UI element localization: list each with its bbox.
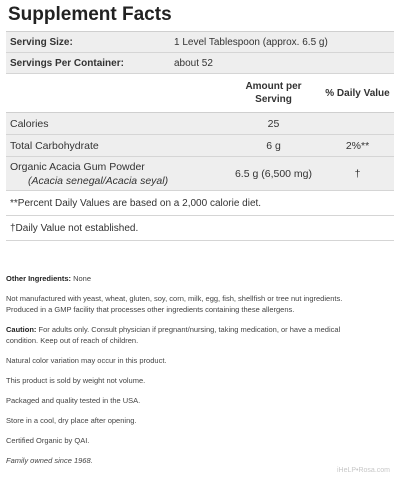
column-header-row [6, 74, 394, 113]
nutrient-dv: 2%** [345, 139, 370, 152]
ingredient-name: Organic Acacia Gum Powder [10, 160, 145, 173]
nutrient-row-calories [6, 113, 394, 135]
servings-per-container-value: about 52 [174, 57, 213, 69]
serving-size-row [6, 32, 394, 53]
nutrient-name: Total Carbohydrate [10, 139, 99, 152]
other-ingredients: Other Ingredients: None [6, 274, 92, 283]
servings-per-container-row [6, 53, 394, 74]
servings-per-container-label: Servings Per Container: [10, 57, 124, 69]
nutrient-amount: 6 g [266, 139, 281, 152]
statement-color-variation: Natural color variation may occur in this product. [6, 356, 167, 365]
page-title: Supplement Facts [8, 4, 172, 25]
ingredient-amount: 6.5 g (6,500 mg) [234, 167, 313, 180]
nutrient-name: Calories [10, 117, 49, 130]
caution-statement: Caution: For adults only. Consult physician if pregnant/nursing, taking medication, or have a medical condition. Keep out of reach of children. [6, 325, 341, 345]
nutrient-row-carbohydrate [6, 135, 394, 157]
supplement-facts-table [6, 31, 394, 241]
nutrient-amount: 25 [267, 117, 280, 130]
statement-certified: Certified Organic by QAI. [6, 436, 90, 445]
statement-storage: Store in a cool, dry place after opening. [6, 416, 137, 425]
ingredient-dv: † [354, 167, 361, 180]
watermark: iHeLP•Rosa.com [336, 467, 390, 474]
amount-per-serving-header: Amount per Serving [245, 81, 302, 105]
ingredient-species: (Acacia senegal/Acacia seyal) [28, 174, 169, 187]
ingredient-row-acacia [6, 157, 394, 191]
footnote-percent-dv: **Percent Daily Values are based on a 2,000 calorie diet. [6, 191, 394, 216]
statement-packaged: Packaged and quality tested in the USA. [6, 396, 141, 405]
family-owned: Family owned since 1968. [6, 456, 93, 465]
footnote-dv-not-established: †Daily Value not established. [6, 216, 394, 241]
allergen-statement: Not manufactured with yeast, wheat, gluten, soy, corn, milk, egg, fish, shellfish or tree nut ingredients. Produced in a GMP facility that processes other ingredients containing these allergens. [6, 294, 343, 314]
daily-value-header: % Daily Value [325, 87, 390, 99]
serving-size-label: Serving Size: [10, 36, 73, 48]
serving-size-value: 1 Level Tablespoon (approx. 6.5 g) [174, 36, 328, 48]
statement-weight: This product is sold by weight not volume. [6, 376, 146, 385]
product-notes [6, 273, 394, 475]
